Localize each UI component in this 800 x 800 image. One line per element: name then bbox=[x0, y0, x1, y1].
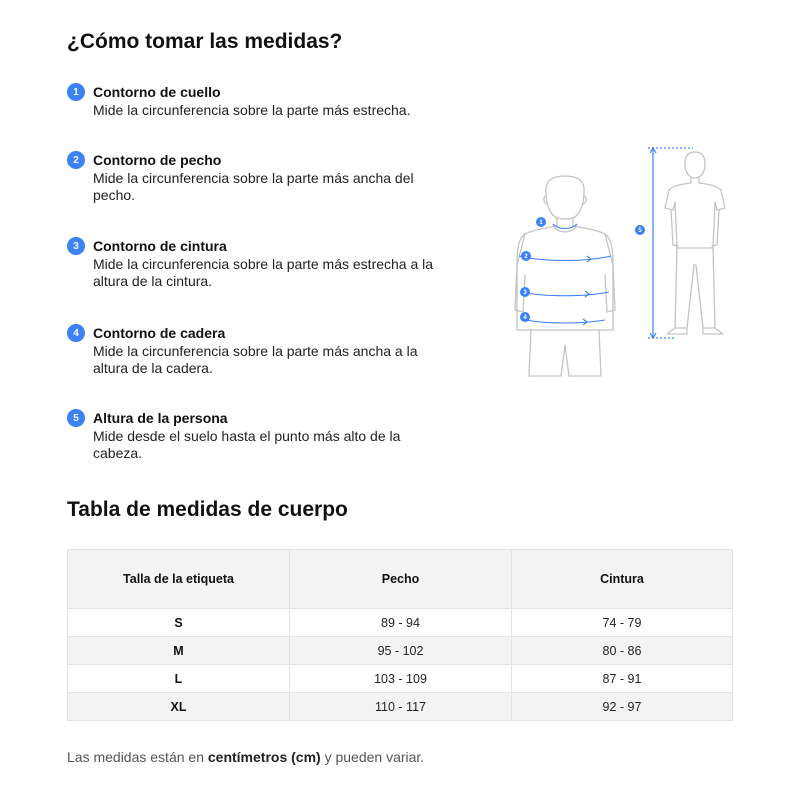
chest-cell: 95 - 102 bbox=[290, 637, 512, 665]
step-number-badge: 5 bbox=[67, 409, 85, 427]
size-cell: S bbox=[68, 609, 290, 637]
step-title: Contorno de cadera bbox=[93, 325, 226, 341]
column-header-chest: Pecho bbox=[290, 550, 512, 609]
waist-cell: 87 - 91 bbox=[512, 665, 733, 693]
size-cell: L bbox=[68, 665, 290, 693]
hip-measure-line bbox=[525, 320, 605, 323]
footnote-text-end: y pueden variar. bbox=[320, 749, 425, 765]
height-measure-line bbox=[648, 148, 693, 338]
units-footnote bbox=[67, 749, 424, 765]
step-description: Mide la circunferencia sobre la parte más estrecha a la altura de la cintura. bbox=[93, 256, 434, 289]
waist-measure-line bbox=[521, 292, 609, 296]
figure-closeup-shirt bbox=[517, 226, 613, 330]
footnote-text-start: Las medidas están en bbox=[67, 749, 208, 765]
size-table bbox=[67, 549, 733, 721]
size-cell: XL bbox=[68, 693, 290, 721]
waist-cell: 80 - 86 bbox=[512, 637, 733, 665]
step-title: Altura de la persona bbox=[93, 410, 228, 426]
figure-full-pants bbox=[675, 248, 715, 328]
figure-full-head bbox=[685, 152, 705, 178]
chest-cell: 103 - 109 bbox=[290, 665, 512, 693]
step-description: Mide la circunferencia sobre la parte más ancha del pecho. bbox=[93, 170, 414, 203]
badge-height-number: 5 bbox=[638, 228, 642, 235]
waist-cell: 74 - 79 bbox=[512, 609, 733, 637]
table-header-row bbox=[68, 550, 733, 609]
step-description: Mide la circunferencia sobre la parte más estrecha. bbox=[93, 102, 411, 118]
chest-cell: 89 - 94 bbox=[290, 609, 512, 637]
table-row bbox=[68, 665, 733, 693]
badge-neck-number: 1 bbox=[539, 220, 543, 227]
step-description: Mide la circunferencia sobre la parte más ancha a la altura de la cadera. bbox=[93, 343, 418, 376]
column-header-waist: Cintura bbox=[512, 550, 733, 609]
badge-waist-number: 3 bbox=[523, 290, 527, 297]
figure-full-tshirt bbox=[665, 183, 725, 248]
column-header-size: Talla de la etiqueta bbox=[68, 550, 290, 609]
table-row bbox=[68, 609, 733, 637]
table-row bbox=[68, 693, 733, 721]
waist-cell: 92 - 97 bbox=[512, 693, 733, 721]
footnote-units-bold: centímetros (cm) bbox=[207, 749, 321, 765]
measurement-illustration bbox=[495, 140, 735, 385]
badge-hip-number: 4 bbox=[523, 315, 527, 322]
how-to-measure-title: ¿Cómo tomar las medidas? bbox=[67, 30, 343, 53]
chest-cell: 110 - 117 bbox=[290, 693, 512, 721]
step-number-badge: 4 bbox=[67, 324, 85, 342]
step-title: Contorno de pecho bbox=[93, 152, 222, 168]
step-description: Mide desde el suelo hasta el punto más alto de la cabeza. bbox=[93, 428, 401, 461]
step-number-badge: 1 bbox=[67, 83, 85, 101]
step-number-badge: 3 bbox=[67, 237, 85, 255]
chest-measure-line bbox=[519, 256, 611, 261]
step-title: Contorno de cuello bbox=[93, 84, 221, 100]
table-row bbox=[68, 637, 733, 665]
badge-chest-number: 2 bbox=[524, 254, 528, 261]
step-title: Contorno de cintura bbox=[93, 238, 227, 254]
size-cell: M bbox=[68, 637, 290, 665]
figure-closeup-shorts bbox=[529, 330, 601, 376]
figure-closeup-head bbox=[546, 176, 584, 219]
size-table-title: Tabla de medidas de cuerpo bbox=[67, 498, 348, 521]
step-number-badge: 2 bbox=[67, 151, 85, 169]
